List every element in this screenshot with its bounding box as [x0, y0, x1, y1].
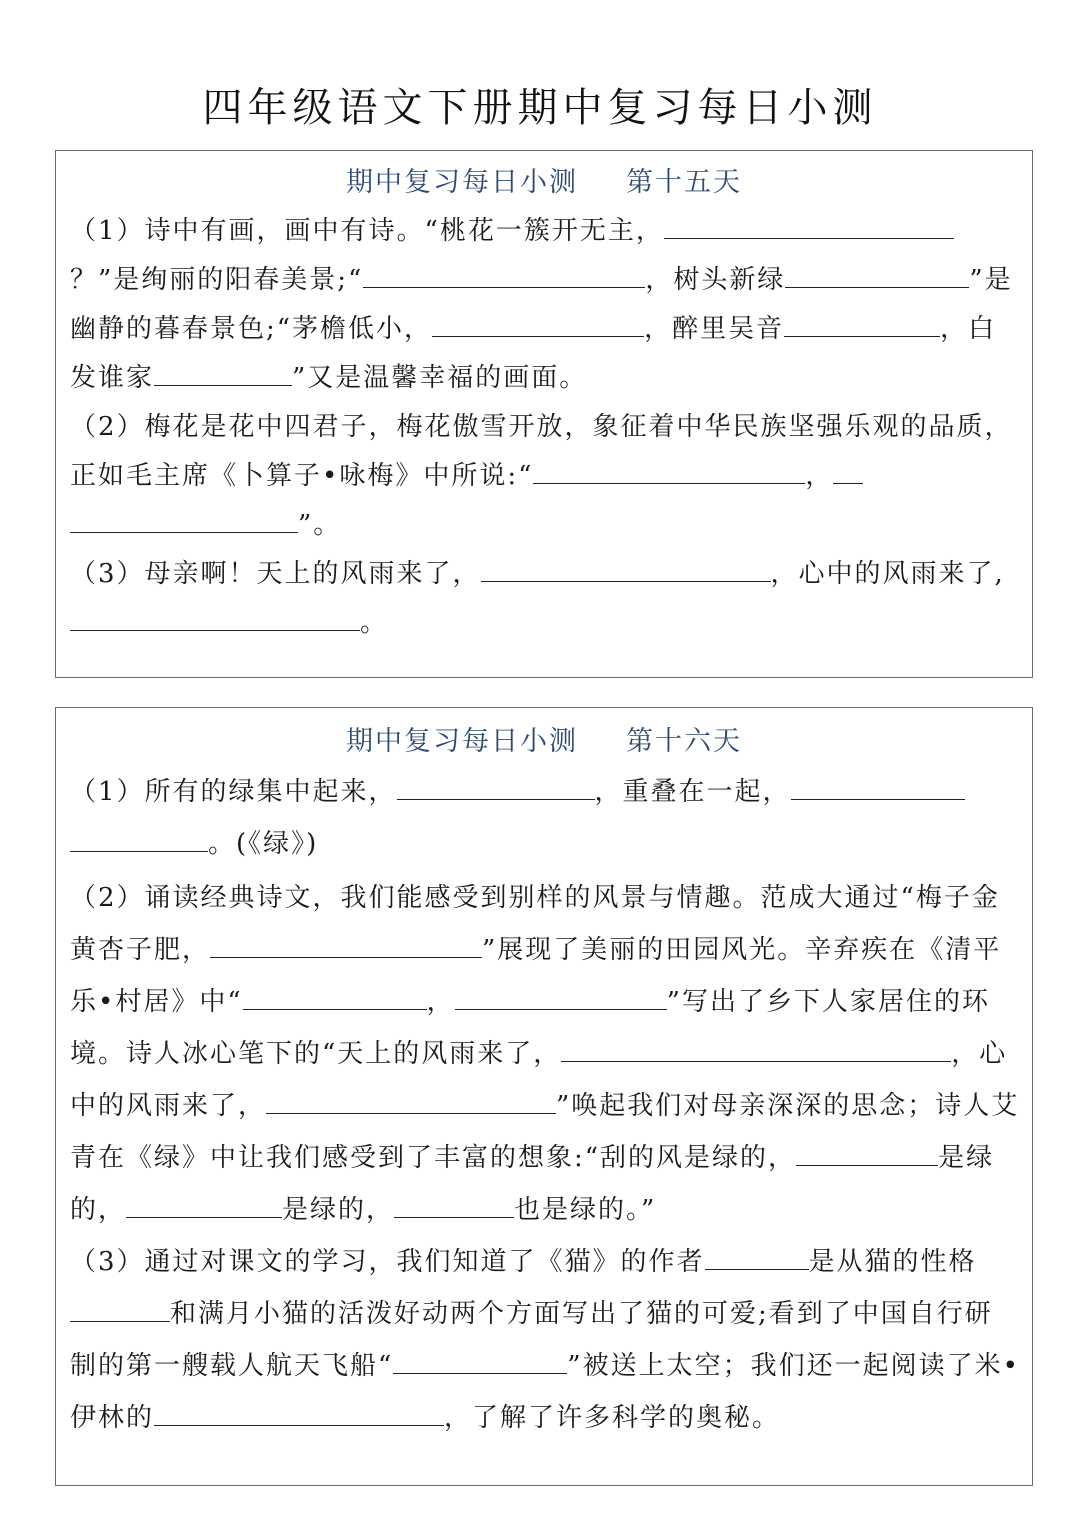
page-title: 四年级语文下册期中复习每日小测: [202, 85, 878, 131]
quiz-card-day-15: [55, 150, 1033, 678]
question-text: 。: [360, 608, 389, 638]
question-text: ”。: [298, 510, 342, 540]
answer-blank[interactable]: [785, 261, 969, 288]
answer-blank[interactable]: [210, 931, 482, 958]
question-text: ？”是绚丽的阳春美景;“: [70, 265, 364, 295]
quiz-card-day-16: [55, 707, 1033, 1486]
answer-blank[interactable]: [70, 1295, 170, 1322]
answer-blank[interactable]: [705, 1243, 809, 1270]
question-text: （1）所有的绿集中起来，: [70, 777, 397, 807]
question-text: ，心中的风雨来了，: [70, 1039, 1008, 1121]
question-text: ，: [426, 987, 455, 1017]
answer-blank[interactable]: [813, 1035, 951, 1062]
answer-blank[interactable]: [791, 773, 965, 800]
card-heading: [56, 722, 1032, 762]
question-2: [70, 403, 1020, 550]
question-text: ，白发谁家: [70, 314, 997, 393]
question-text: ，心中的风雨来了,: [770, 559, 1005, 589]
answer-blank[interactable]: [70, 506, 298, 533]
question-text: ，醉里吴音: [644, 314, 785, 344]
answer-blank[interactable]: [363, 261, 645, 288]
answer-blank[interactable]: [455, 983, 667, 1010]
answer-blank[interactable]: [432, 310, 644, 337]
card-heading-text: 期中复习每日小测: [346, 167, 578, 198]
question-text: （3）通过对课文的学习，我们知道了《猫》的作者: [70, 1247, 705, 1277]
answer-blank[interactable]: [533, 457, 805, 484]
answer-blank[interactable]: [154, 1399, 444, 1426]
question-text: 是绿的，: [282, 1195, 395, 1225]
question-text: 和满月小猫的活泼好动两个方面写出了猫的可爱;看到了中国自行研制的第一艘载人航天飞船“: [70, 1299, 993, 1381]
card-day-label: 第十五天: [626, 167, 742, 198]
answer-blank[interactable]: [126, 1191, 282, 1218]
answer-blank[interactable]: [561, 1035, 813, 1062]
question-text: ，: [805, 461, 834, 491]
question-text: ”被送上太空；我们还一起阅读了米•伊林的: [70, 1351, 1020, 1433]
answer-blank[interactable]: [394, 1191, 514, 1218]
question-1: [70, 207, 1020, 403]
answer-blank[interactable]: [796, 1139, 938, 1166]
question-text: ，重叠在一起，: [594, 777, 791, 807]
answer-blank[interactable]: [70, 825, 208, 852]
card-day-label: 第十六天: [626, 726, 742, 757]
question-text: 是从猫的性格: [808, 1247, 977, 1277]
question-text: ”写出了乡下人家居住的环境。诗人冰心笔下的“天上的风雨来了，: [70, 987, 990, 1069]
answer-blank[interactable]: [784, 310, 940, 337]
answer-blank[interactable]: [266, 1087, 556, 1114]
answer-blank[interactable]: [397, 773, 595, 800]
question-2: [70, 872, 1020, 1236]
answer-blank[interactable]: [481, 555, 771, 582]
answer-blank[interactable]: [393, 1347, 567, 1374]
answer-blank[interactable]: [833, 457, 863, 484]
question-text: （2）诵读经典诗文，我们能感受到别样的风景与情趣。范成大通过“梅子金黄杏子肥，: [70, 883, 1000, 965]
answer-blank[interactable]: [154, 359, 292, 386]
question-text: ”唤起我们对母亲深深的思念；诗人艾青在《绿》中让我们感受到了丰富的想象:“刮的风是绿的，: [70, 1091, 1020, 1173]
question-text: （2）梅花是花中四君子，梅花傲雪开放，象征着中华民族坚强乐观的品质，正如毛主席《卜算子•咏梅》中所说:“: [70, 412, 1013, 491]
card-heading: [56, 163, 1032, 203]
question-text: 。(《绿》): [208, 829, 319, 859]
question-3: [70, 1236, 1020, 1444]
question-text: ”是幽静的暮春景色;“茅檐低小，: [70, 265, 1013, 344]
question-text: 是绿的，: [70, 1143, 995, 1225]
answer-blank[interactable]: [664, 212, 954, 239]
answer-blank[interactable]: [70, 604, 360, 631]
question-text: 也是绿的。”: [514, 1195, 657, 1225]
question-text: ，树头新绿: [645, 265, 786, 295]
question-text: ，了解了许多科学的奥秘。: [444, 1403, 781, 1433]
question-text: ”展现了美丽的田园风光。辛弃疾在《清平乐•村居》中“: [70, 935, 1002, 1017]
question-text: ”又是温馨幸福的画面。: [292, 363, 588, 393]
question-text: （3）母亲啊！天上的风雨来了，: [70, 559, 481, 589]
question-1: [70, 766, 1020, 870]
question-text: （1）诗中有画，画中有诗。“桃花一簇开无主，: [70, 216, 664, 246]
answer-blank[interactable]: [243, 983, 427, 1010]
card-heading-text: 期中复习每日小测: [346, 726, 578, 757]
question-3: [70, 550, 1020, 648]
